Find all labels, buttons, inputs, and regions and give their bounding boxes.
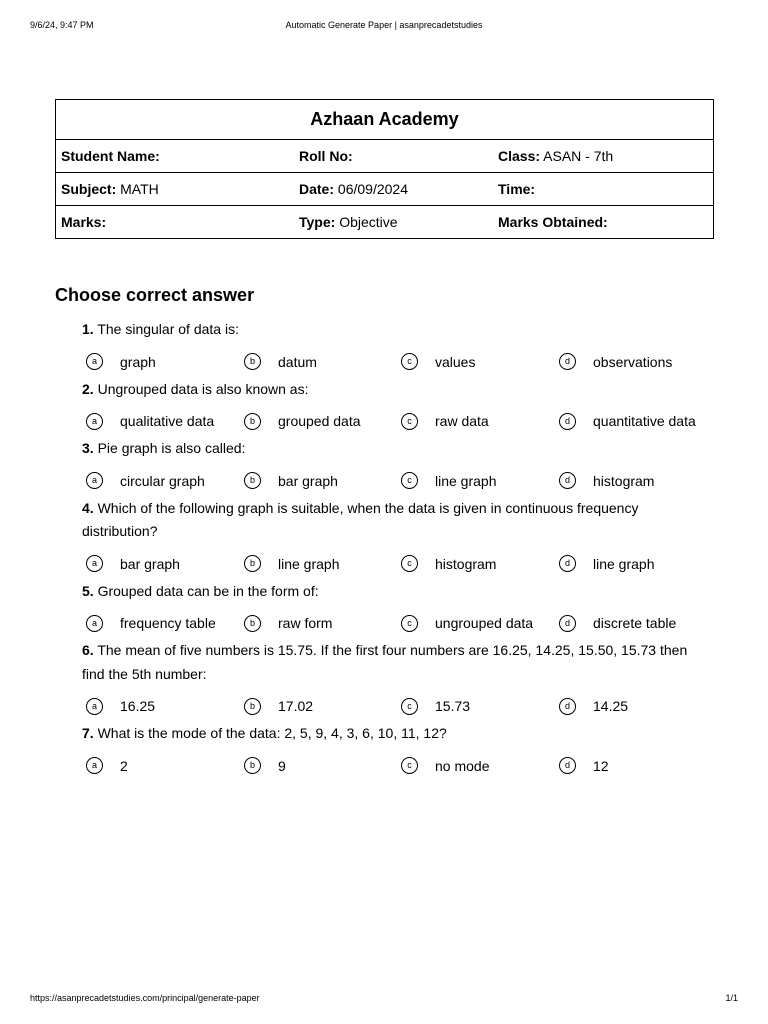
option-letter-badge: c (401, 698, 418, 715)
marks-obtained-cell: Marks Obtained: (493, 206, 714, 239)
option-text: 15.73 (435, 698, 471, 714)
option-letter-badge: b (244, 353, 261, 370)
question (82, 722, 712, 746)
options-row (82, 608, 712, 638)
header-row (56, 140, 714, 173)
option-d (559, 347, 672, 377)
option-letter-badge: d (559, 698, 576, 715)
subject-cell: Subject: MATH (56, 173, 295, 206)
question (82, 318, 712, 342)
option-letter-badge: a (86, 615, 103, 632)
option-text: raw form (278, 615, 333, 631)
option-c (401, 549, 496, 579)
roll-no-cell: Roll No: (294, 140, 493, 173)
option-text: values (435, 353, 476, 370)
option-text: qualitative data (120, 413, 215, 429)
school-name: Azhaan Academy (56, 100, 714, 140)
question-number: 3. (82, 440, 94, 456)
option-letter-badge: b (244, 472, 261, 489)
option-d (559, 406, 696, 436)
paper-header-table (55, 99, 714, 239)
question-number: 4. (82, 499, 94, 516)
question-text: Which of the following graph is suitable, when the data is given in continuous frequency distribution? (82, 499, 639, 539)
option-letter-badge: c (401, 757, 418, 774)
option-text: discrete table (593, 615, 677, 631)
date-cell: Date: 06/09/2024 (294, 173, 493, 206)
question-number: 5. (82, 582, 94, 599)
option-b (244, 466, 338, 496)
option-text: 17.02 (278, 698, 314, 714)
option-letter-badge: b (244, 757, 261, 774)
print-datetime: 9/6/24, 9:47 PM (30, 20, 94, 30)
option-letter-badge: c (401, 615, 418, 632)
question-text: Grouped data can be in the form of: (93, 582, 319, 599)
option-d (559, 751, 609, 781)
question-text: Pie graph is also called: (93, 440, 246, 456)
option-text: line graph (435, 472, 497, 489)
question (82, 580, 712, 604)
option-letter-badge: a (86, 698, 103, 715)
option-a (86, 549, 180, 579)
option-letter-badge: d (559, 757, 576, 774)
option-d (559, 608, 676, 638)
options-row (82, 549, 712, 579)
question-text: Ungrouped data is also known as: (93, 380, 309, 397)
option-a (86, 466, 205, 496)
question-text: What is the mode of the data: 2, 5, 9, 4, 3, 6, 10, 11, 12? (93, 725, 447, 741)
option-b (244, 608, 332, 638)
option-letter-badge: c (401, 413, 418, 430)
options-row (82, 466, 712, 496)
option-b (244, 751, 286, 781)
student-name-cell: Student Name: (56, 140, 295, 173)
option-a (86, 347, 156, 377)
option-text: 14.25 (593, 698, 629, 714)
option-b (244, 691, 313, 721)
class-cell: Class: ASAN - 7th (493, 140, 714, 173)
type-cell: Type: Objective (294, 206, 493, 239)
marks-cell: Marks: (56, 206, 295, 239)
option-text: graph (120, 353, 156, 370)
option-letter-badge: b (244, 555, 261, 572)
option-c (401, 406, 489, 436)
section-title: Choose correct answer (55, 285, 255, 305)
option-letter-badge: a (86, 353, 103, 370)
options-row (82, 751, 712, 781)
option-letter-badge: b (244, 615, 261, 632)
question-number: 7. (82, 725, 94, 741)
question (82, 497, 712, 544)
option-a (86, 608, 216, 638)
option-b (244, 406, 361, 436)
option-letter-badge: d (559, 472, 576, 489)
question-number: 2. (82, 380, 94, 397)
option-c (401, 608, 533, 638)
question-text: The singular of data is: (93, 321, 239, 337)
option-text: datum (278, 353, 317, 370)
option-letter-badge: c (401, 472, 418, 489)
option-text: observations (593, 353, 673, 370)
option-text: frequency table (120, 615, 216, 631)
print-url: https://asanprecadetstudies.com/principal/generate-paper (30, 993, 260, 1003)
options-row (82, 691, 712, 721)
header-row (56, 206, 714, 239)
question-text: The mean of five numbers is 15.75. If the first four numbers are 16.25, 14.25, 15.50, 15.73 then find the 5th number: (82, 642, 688, 682)
option-text: 9 (278, 757, 286, 774)
option-letter-badge: d (559, 413, 576, 430)
option-text: grouped data (278, 413, 361, 429)
option-letter-badge: c (401, 555, 418, 572)
print-page-number: 1/1 (725, 993, 738, 1003)
option-letter-badge: d (559, 555, 576, 572)
question-list (82, 318, 712, 782)
option-letter-badge: d (559, 353, 576, 370)
option-text: circular graph (120, 472, 205, 489)
option-text: line graph (278, 555, 340, 572)
option-letter-badge: a (86, 472, 103, 489)
option-text: no mode (435, 757, 490, 774)
option-letter-badge: a (86, 555, 103, 572)
option-b (244, 549, 340, 579)
option-text: 12 (593, 757, 609, 774)
option-text: bar graph (120, 555, 180, 572)
options-row (82, 347, 712, 377)
option-text: 2 (120, 757, 128, 774)
question (82, 437, 712, 461)
options-row (82, 406, 712, 436)
option-text: quantitative data (593, 413, 696, 429)
question-number: 1. (82, 321, 94, 337)
option-text: 16.25 (120, 698, 156, 714)
option-d (559, 691, 628, 721)
school-name-row (56, 100, 714, 140)
option-c (401, 691, 470, 721)
question (82, 378, 712, 402)
option-text: line graph (593, 555, 655, 572)
question (82, 639, 712, 686)
option-c (401, 466, 497, 496)
option-letter-badge: b (244, 698, 261, 715)
option-letter-badge: a (86, 413, 103, 430)
option-c (401, 347, 475, 377)
print-page-title: Automatic Generate Paper | asanprecadetstudies (285, 20, 483, 30)
option-letter-badge: b (244, 413, 261, 430)
option-text: histogram (593, 472, 655, 489)
option-letter-badge: d (559, 615, 576, 632)
option-a (86, 751, 128, 781)
header-row (56, 173, 714, 206)
option-text: raw data (435, 413, 489, 429)
option-letter-badge: a (86, 757, 103, 774)
option-c (401, 751, 489, 781)
option-text: ungrouped data (435, 615, 534, 631)
option-b (244, 347, 317, 377)
option-a (86, 691, 155, 721)
question-number: 6. (82, 642, 94, 658)
time-cell: Time: (493, 173, 714, 206)
option-a (86, 406, 214, 436)
option-text: bar graph (278, 472, 338, 489)
option-d (559, 466, 654, 496)
option-d (559, 549, 655, 579)
option-letter-badge: c (401, 353, 418, 370)
option-text: histogram (435, 555, 497, 572)
